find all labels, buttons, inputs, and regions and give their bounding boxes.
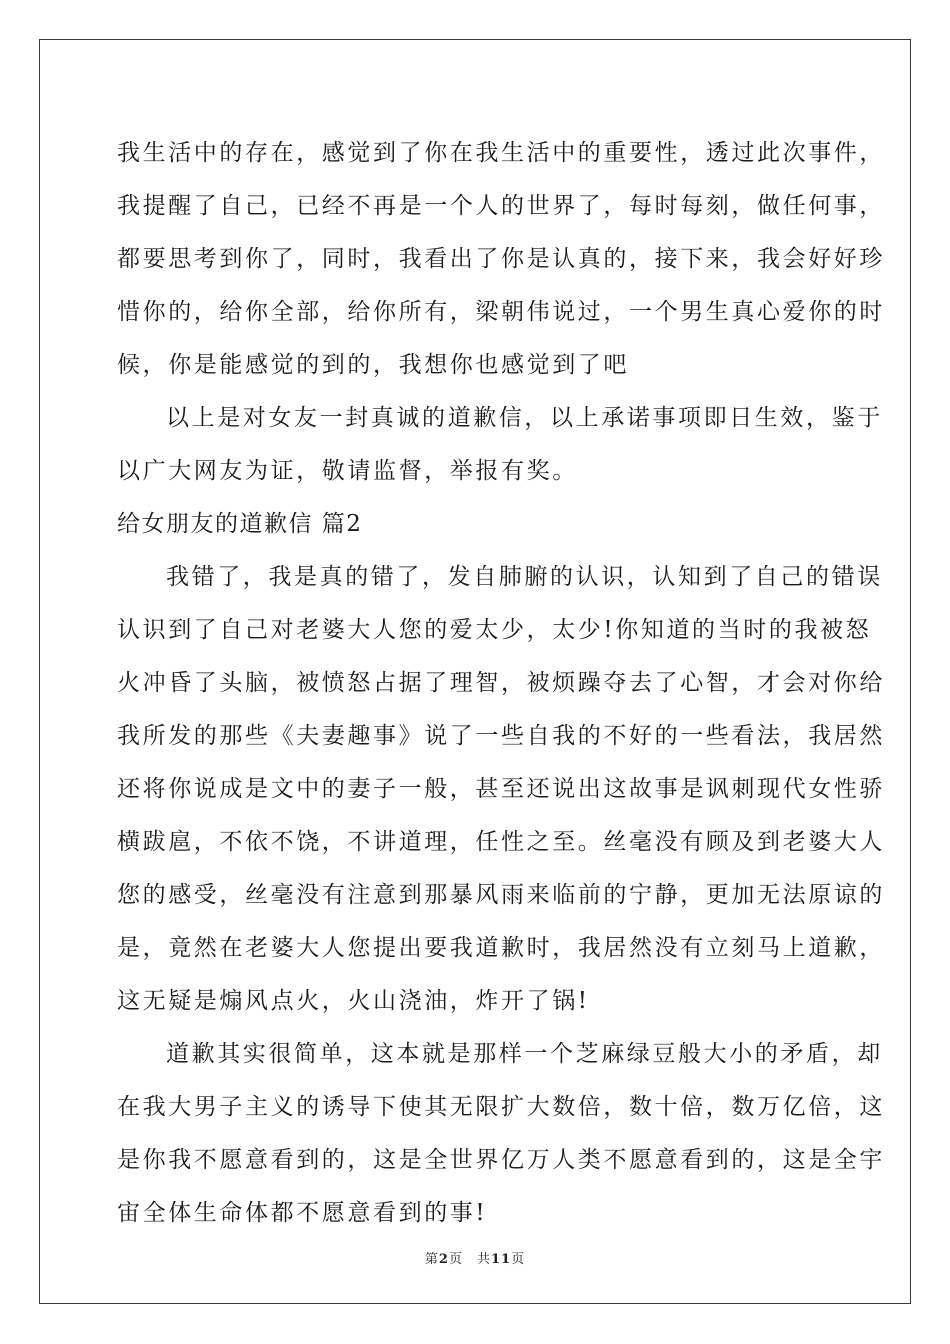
page-footer (0, 1248, 950, 1267)
text-line: 是，竟然在老婆大人您提出要我道歉时，我居然没有立刻马上道歉， (117, 935, 885, 961)
text-line: 以上是对女友一封真诚的道歉信，以上承诺事项即日生效，鉴于 (166, 405, 883, 431)
section-heading: 给女朋友的道歉信 篇2 (117, 511, 363, 537)
text-line: 这无疑是煽风点火，火山浇油，炸开了锅! (117, 988, 590, 1014)
text-line: 您的感受，丝毫没有注意到那暴风雨来临前的宁静，更加无法原谅的 (117, 882, 885, 908)
total-pages: 11 (490, 1252, 512, 1267)
text-line: 惜你的，给你全部，给你所有，梁朝伟说过，一个男生真心爱你的时 (117, 299, 885, 325)
text-line: 道歉其实很简单，这本就是那样一个芝麻绿豆般大小的矛盾，却 (166, 1041, 883, 1067)
total-prefix: 共 (476, 1252, 491, 1267)
page-number: 2 (438, 1252, 449, 1267)
total-suffix: 页 (511, 1252, 526, 1267)
page-prefix: 第 (424, 1252, 439, 1267)
text-line: 以广大网友为证，敬请监督，举报有奖。 (117, 458, 578, 484)
page-suffix: 页 (448, 1252, 463, 1267)
text-line: 是你我不愿意看到的，这是全世界亿万人类不愿意看到的，这是全宇 (117, 1147, 885, 1173)
text-line: 认识到了自己对老婆大人您的爱太少，太少!你知道的当时的我被怒 (117, 617, 872, 643)
text-line: 在我大男子主义的诱导下使其无限扩大数倍，数十倍，数万亿倍，这 (117, 1094, 885, 1120)
text-line: 宙全体生命体都不愿意看到的事! (117, 1200, 488, 1226)
document-body (117, 127, 885, 1240)
text-line: 我错了，我是真的错了，发自肺腑的认识，认知到了自己的错误 (166, 564, 883, 590)
text-line: 我所发的那些《夫妻趣事》说了一些自我的不好的一些看法，我居然 (117, 723, 885, 749)
text-line: 我提醒了自己，已经不再是一个人的世界了，每时每刻，做任何事， (117, 193, 885, 219)
text-line: 都要思考到你了，同时，我看出了你是认真的，接下来，我会好好珍 (117, 246, 885, 272)
text-line: 火冲昏了头脑，被愤怒占据了理智，被烦躁夺去了心智，才会对你给 (117, 670, 885, 696)
text-line: 候，你是能感觉的到的，我想你也感觉到了吧 (117, 352, 629, 378)
text-line: 还将你说成是文中的妻子一般，甚至还说出这故事是讽刺现代女性骄 (117, 776, 885, 802)
text-line: 我生活中的存在，感觉到了你在我生活中的重要性，透过此次事件， (117, 140, 885, 166)
text-line: 横跋扈，不依不饶，不讲道理，任性之至。丝毫没有顾及到老婆大人 (117, 829, 885, 855)
